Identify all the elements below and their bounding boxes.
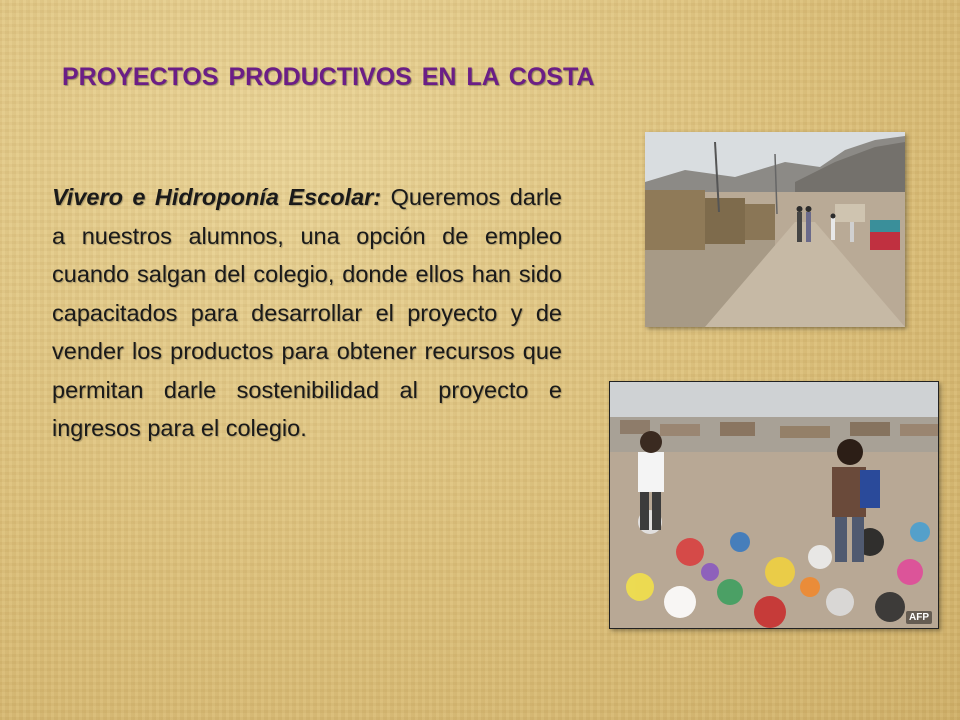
street-photo	[645, 132, 905, 327]
photo-credit: AFP	[906, 611, 932, 624]
slide-body	[52, 178, 562, 448]
street-photo-image	[645, 132, 905, 327]
children-dump-photo	[609, 381, 939, 629]
children-dump-photo-image	[610, 382, 938, 628]
slide-title: PROYECTOS PRODUCTIVOS EN LA COSTA	[62, 63, 595, 91]
body-lead: Vivero e Hidroponía Escolar:	[52, 184, 382, 210]
body-text: Queremos darle a nuestros alumnos, una opción de empleo cuando salgan del colegio, donde ellos han sido capacitados para desarrollar el proyecto y de vender los productos para obtener recursos que permitan darle sostenibilidad al proyecto e ingresos para el colegio.	[52, 184, 562, 441]
